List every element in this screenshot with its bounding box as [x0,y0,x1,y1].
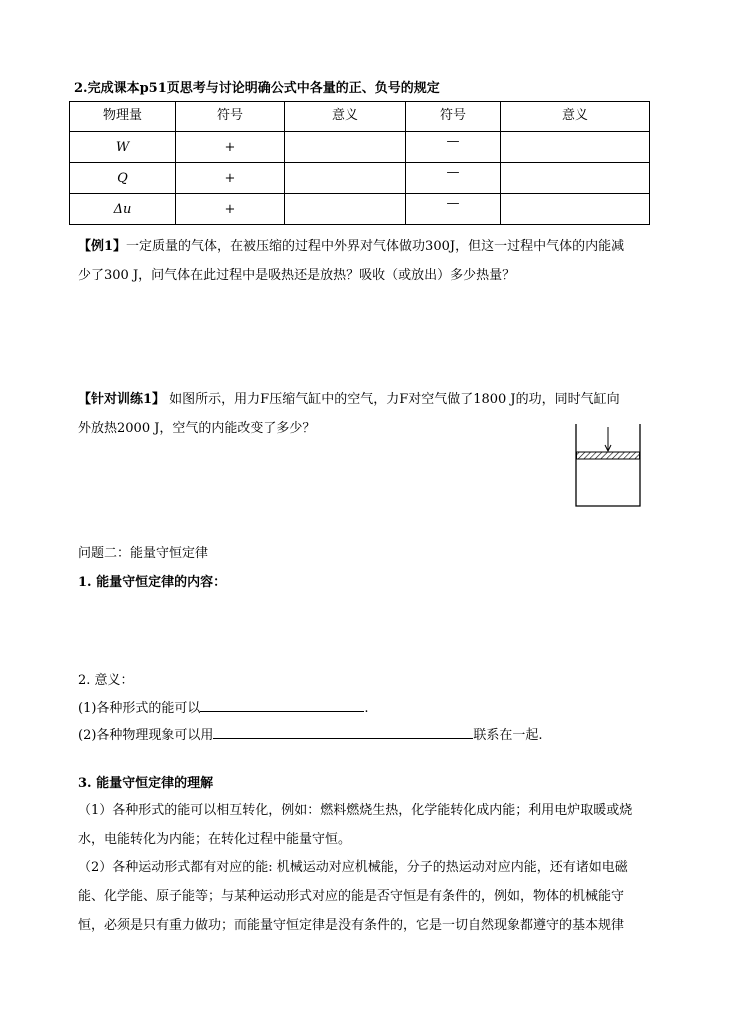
table-row [70,132,650,163]
fill-blank-2[interactable] [213,724,473,739]
paragraph-2 [78,853,678,940]
item2-b [78,724,543,743]
cell-meaning-positive[interactable] [285,163,406,194]
header-meaning-negative: 意义 [501,102,650,132]
header-sign-negative: 符号 [406,102,501,132]
cell-meaning-negative[interactable] [501,132,650,163]
cell-meaning-negative[interactable] [501,194,650,225]
para1-line1: （1）各种形式的能可以相互转化，例如：燃料燃烧生热，化学能转化成内能；利用电炉取暖或烧 [78,803,633,818]
fill-blank-1[interactable] [200,697,364,712]
para2-line1: （2）各种运动形式都有对应的能: 机械运动对应机械能，分子的热运动对应内能，还有诸如电磁 [78,860,628,875]
table-header-row [70,102,650,132]
section2-title: 2.完成课本p51页思考与讨论明确公式中各量的正、负号的规定 [74,81,440,96]
example1-line1: 一定质量的气体，在被压缩的过程中外界对气体做功300J，但这一过程中气体的内能减 [126,239,625,254]
item2-a-suffix: . [364,701,369,716]
item3-heading: 3. 能量守恒定律的理解 [78,776,214,791]
para2-line2: 能、化学能、原子能等；与某种运动形式对应的能是否守恒是有条件的，例如，物体的机械能守 [78,889,625,904]
item2-heading: 2. 意义： [78,673,134,688]
cell-meaning-positive[interactable] [285,132,406,163]
example1-label: 【例1】 [78,239,127,254]
cell-sign-positive: + [176,163,285,194]
table-row [70,163,650,194]
para1-line2: 水，电能转化为内能；在转化过程中能量守恒。 [78,832,352,847]
practice1-label: 【针对训练1】 [78,392,166,407]
cell-quantity: Δu [70,194,176,225]
practice1-line2: 外放热2000 J，空气的内能改变了多少？ [78,421,316,436]
cylinder-piston-diagram [573,424,643,508]
cell-meaning-negative[interactable] [501,163,650,194]
para2-line3: 恒，必须是只有重力做功；而能量守恒定律是没有条件的，它是一切自然现象都遵守的基本规律 [78,918,625,933]
cell-quantity: W [70,132,176,163]
sign-convention-table [69,101,650,225]
piston [577,452,640,459]
item2-a [78,697,369,716]
cell-sign-positive: + [176,132,285,163]
example1-line2: 少了300 J，问气体在此过程中是吸热还是放热？吸收（或放出）多少热量？ [78,268,516,283]
item1-heading: 1. 能量守恒定律的内容： [78,575,227,590]
cell-sign-negative: — [406,132,501,163]
example1 [78,232,678,290]
header-sign-positive: 符号 [176,102,285,132]
cell-sign-negative: — [406,163,501,194]
cell-quantity: Q [70,163,176,194]
table-row [70,194,650,225]
cell-sign-negative: — [406,194,501,225]
cell-meaning-positive[interactable] [285,194,406,225]
question2-title: 问题二：能量守恒定律 [78,546,209,561]
item2-a-prefix: (1)各种形式的能可以 [78,701,201,716]
header-meaning-positive: 意义 [285,102,406,132]
practice1-line1: 如图所示，用力F压缩气缸中的空气，力F对空气做了1800 J的功，同时气缸向 [165,392,620,407]
item2-b-suffix: 联系在一起. [473,728,543,743]
paragraph-1 [78,796,678,854]
cell-sign-positive: + [176,194,285,225]
item2-b-prefix: (2)各种物理现象可以用 [78,728,214,743]
header-quantity: 物理量 [70,102,176,132]
